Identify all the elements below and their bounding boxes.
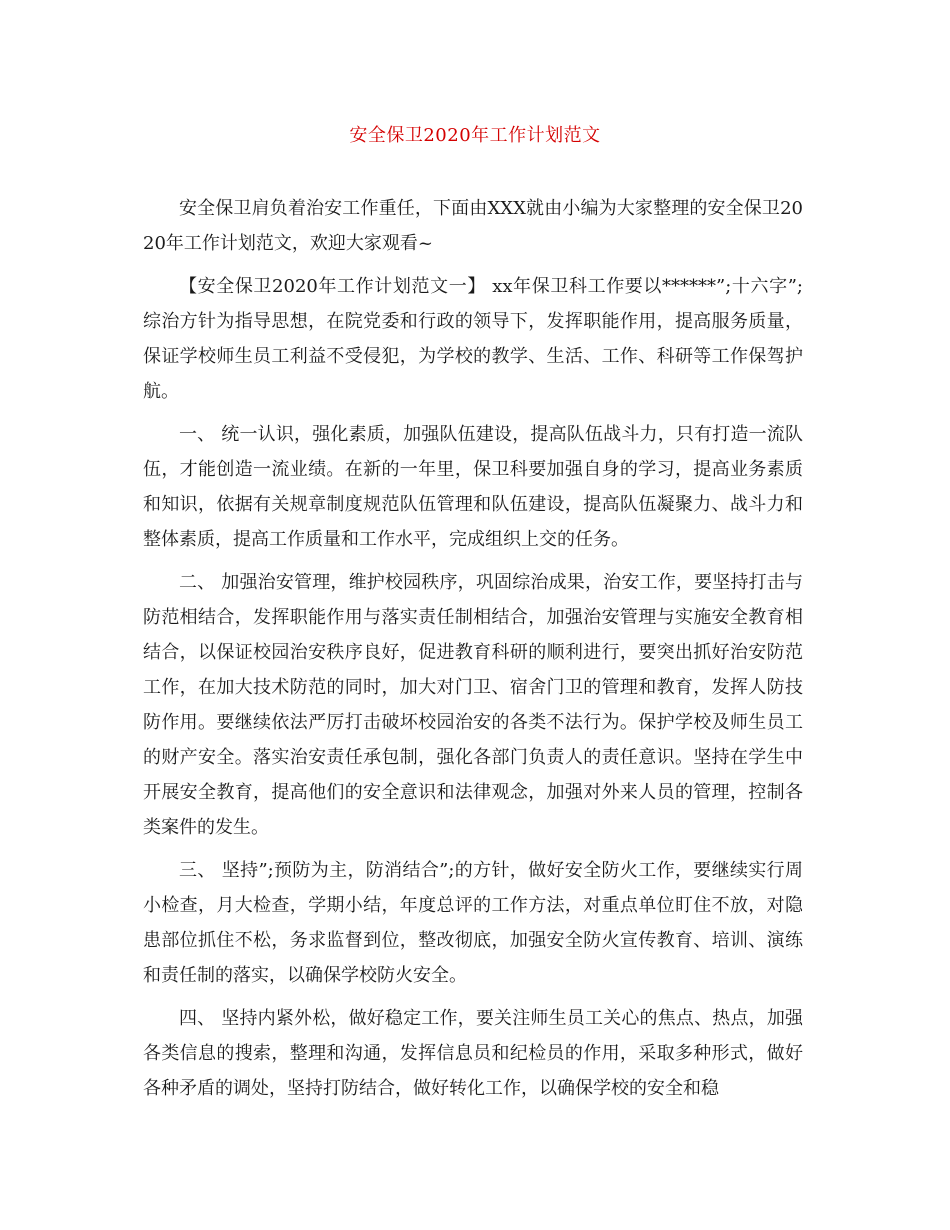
paragraph-plan-one: 【安全保卫2020年工作计划范文一】 xx年保卫科工作要以******”;十六字”;综治方针为指导思想，在院党委和行政的领导下，发挥职能作用，提高服务质量，保证学校师生员工利益不受侵犯，为学校的教学、生活、工作、科研等工作保驾护航。 bbox=[143, 276, 803, 402]
document-body bbox=[143, 191, 803, 1114]
paragraph-item-3: 三、 坚持”;预防为主，防消结合”;的方针，做好安全防火工作，要继续实行周小检查，月大检查，学期小结，年度总评的工作方法，对重点单位盯住不放，对隐患部位抓住不松，务求监督到位，整改彻底，加强安全防火宣传教育、培训、演练和责任制的落实，以确保学校防火安全。 bbox=[143, 860, 803, 986]
paragraph-item-1: 一、 统一认识，强化素质，加强队伍建设，提高队伍战斗力，只有打造一流队伍，才能创造一流业绩。在新的一年里，保卫科要加强自身的学习，提高业务素质和知识，依据有关规章制度规范队伍管理和队伍建设，提高队伍凝聚力、战斗力和整体素质，提高工作质量和工作水平，完成组织上交的任务。 bbox=[143, 424, 803, 550]
document-title: 安全保卫2020年工作计划范文 bbox=[349, 125, 601, 146]
paragraph-item-2: 二、 加强治安管理，维护校园秩序，巩固综治成果，治安工作，要坚持打击与防范相结合，发挥职能作用与落实责任制相结合，加强治安管理与实施安全教育相结合，以保证校园治安秩序良好，促进教育科研的顺利进行，要突出抓好治安防范工作，在加大技术防范的同时，加大对门卫、宿舍门卫的管理和教育，发挥人防技防作用。要继续依法严厉打击破坏校园治安的各类不法行为。保护学校及师生员工的财产安全。落实治安责任承包制，强化各部门负责人的责任意识。坚持在学生中开展安全教育，提高他们的安全意识和法律观念，加强对外来人员的管理，控制各类案件的发生。 bbox=[143, 572, 803, 838]
paragraph-item-4: 四、 坚持内紧外松，做好稳定工作，要关注师生员工关心的焦点、热点，加强各类信息的搜索，整理和沟通，发挥信息员和纪检员的作用，采取多种形式，做好各种矛盾的调处，坚持打防结合，做好转化工作，以确保学校的安全和稳 bbox=[143, 1008, 803, 1099]
paragraph-intro: 安全保卫肩负着治安工作重任，下面由XXX就由小编为大家整理的安全保卫2020年工作计划范文，欢迎大家观看~ bbox=[143, 198, 803, 254]
